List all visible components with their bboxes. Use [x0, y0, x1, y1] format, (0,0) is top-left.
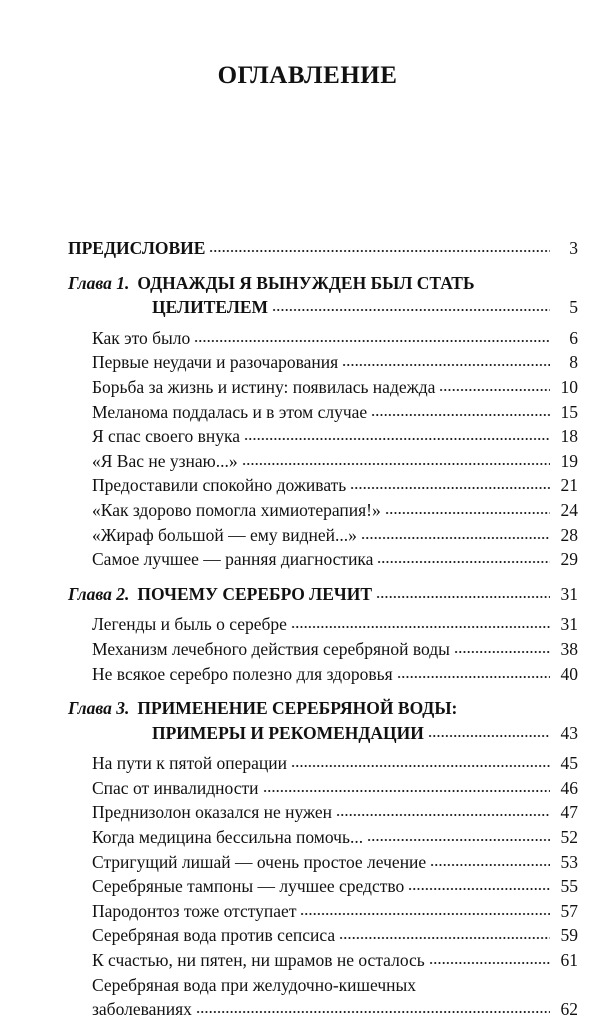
- toc-item-text: «Жираф большой — ему видней...»: [92, 524, 357, 545]
- toc-item-text: К счастью, ни пятен, ни шрамов не осталось: [92, 950, 425, 971]
- leader-dots: [263, 788, 550, 794]
- leader-dots: [196, 1009, 550, 1015]
- leader-dots: [454, 649, 550, 655]
- page-number: 46: [560, 777, 578, 798]
- leader-dots: [408, 886, 550, 892]
- page-number: 40: [560, 663, 578, 684]
- page-number: 38: [560, 638, 578, 659]
- leader-dots: [300, 911, 550, 917]
- toc-item[interactable]: [68, 948, 578, 973]
- leader-dots: [291, 624, 550, 630]
- toc-item[interactable]: [68, 800, 578, 825]
- table-of-contents: [68, 236, 578, 1022]
- toc-item[interactable]: [68, 850, 578, 875]
- chapter-title-line1: ПРИМЕНЕНИЕ СЕРЕБРЯНОЙ ВОДЫ:: [137, 698, 458, 719]
- leader-dots: [385, 510, 550, 516]
- page-number: 53: [560, 851, 578, 872]
- page-title: ОГЛАВЛЕНИЕ: [217, 62, 398, 89]
- page-number: 15: [560, 401, 578, 422]
- toc-item[interactable]: [68, 923, 578, 948]
- page-number: 62: [560, 999, 578, 1020]
- toc-item[interactable]: [68, 997, 578, 1022]
- leader-dots: [429, 960, 550, 966]
- chapter-label: Глава 3.: [68, 698, 130, 719]
- page-number: 19: [560, 450, 578, 471]
- chapter-label: Глава 1.: [68, 272, 130, 293]
- toc-item[interactable]: [68, 612, 578, 637]
- leader-dots: [428, 733, 550, 739]
- leader-dots: [371, 412, 550, 418]
- toc-item[interactable]: [68, 547, 578, 572]
- toc-item[interactable]: [68, 473, 578, 498]
- chapter-label: Глава 2.: [68, 583, 130, 604]
- page-number: 28: [560, 524, 578, 545]
- page-number: 47: [560, 802, 578, 823]
- page-number: 29: [560, 549, 578, 570]
- leader-dots: [439, 387, 550, 393]
- page-number: 59: [560, 925, 578, 946]
- leader-dots: [272, 307, 550, 313]
- toc-item-text: Серебряные тампоны — лучшее средство: [92, 876, 405, 897]
- page-number: 57: [560, 900, 578, 921]
- leader-dots: [242, 461, 550, 467]
- page-number: 6: [569, 327, 578, 348]
- leader-dots: [377, 559, 550, 565]
- leader-dots: [244, 436, 550, 442]
- toc-item-text-line2: заболеваниях: [92, 999, 192, 1020]
- toc-item-text: Борьба за жизнь и истину: появилась надежда: [92, 376, 436, 397]
- toc-item[interactable]: [68, 662, 578, 687]
- toc-item-text: Когда медицина бессильна помочь...: [92, 827, 364, 848]
- chapter-heading-end[interactable]: [68, 721, 578, 746]
- toc-item-text: Спас от инвалидности: [92, 777, 259, 798]
- leader-dots: [291, 763, 550, 769]
- toc-item[interactable]: [68, 776, 578, 801]
- leader-dots: [430, 862, 550, 868]
- page-number: 45: [560, 753, 578, 774]
- chapter-title-line1: ПОЧЕМУ СЕРЕБРО ЛЕЧИТ: [137, 583, 373, 604]
- chapter-heading[interactable]: [68, 271, 578, 296]
- preface-label: ПРЕДИСЛОВИЕ: [68, 238, 206, 258]
- toc-item-text: Серебряная вода против сепсиса: [92, 925, 336, 946]
- toc-item-text: Меланома поддалась и в этом случае: [92, 401, 368, 422]
- leader-dots: [376, 594, 550, 600]
- toc-item[interactable]: [68, 899, 578, 924]
- toc-item-text: Я спас своего внука: [92, 426, 240, 447]
- toc-item-text: На пути к пятой операции: [92, 753, 287, 774]
- toc-preface[interactable]: [68, 236, 578, 261]
- toc-item-text: Не всякое серебро полезно для здоровья: [92, 663, 393, 684]
- toc-item-text: «Я Вас не узнаю...»: [92, 450, 238, 471]
- leader-dots: [336, 812, 550, 818]
- leader-dots: [367, 837, 550, 843]
- toc-item-text: Пародонтоз тоже отступает: [92, 900, 297, 921]
- toc-item[interactable]: [68, 449, 578, 474]
- toc-item[interactable]: [68, 498, 578, 523]
- leader-dots: [350, 485, 550, 491]
- page-number: 31: [560, 614, 578, 635]
- toc-item-text: Преднизолон оказался не нужен: [92, 802, 333, 823]
- leader-dots: [194, 338, 550, 344]
- chapter-title-line2: ЦЕЛИТЕЛЕМ: [152, 297, 269, 318]
- leader-dots: [342, 362, 550, 368]
- toc-item[interactable]: [68, 637, 578, 662]
- page-number: 31: [560, 583, 578, 604]
- page-number: 21: [560, 475, 578, 496]
- chapter-title-line1: ОДНАЖДЫ Я ВЫНУЖДЕН БЫЛ СТАТЬ: [137, 272, 475, 293]
- chapter-heading[interactable]: [68, 582, 578, 607]
- toc-item-text-line1: Серебряная вода при желудочно-кишечных: [92, 974, 417, 995]
- toc-item-text: Стригущий лишай — очень простое лечение: [92, 851, 427, 872]
- toc-item[interactable]: [68, 874, 578, 899]
- leader-dots: [397, 674, 550, 680]
- page-number: 55: [560, 876, 578, 897]
- leader-dots: [339, 935, 550, 941]
- chapter-heading[interactable]: [68, 696, 578, 721]
- page-number: 3: [569, 238, 578, 258]
- toc-item[interactable]: [68, 825, 578, 850]
- toc-item[interactable]: [68, 375, 578, 400]
- toc-item[interactable]: [68, 973, 578, 998]
- page-number: 18: [560, 426, 578, 447]
- toc-item[interactable]: [68, 326, 578, 351]
- toc-item[interactable]: [68, 751, 578, 776]
- leader-dots: [209, 248, 550, 254]
- toc-item-text: Механизм лечебного действия серебряной воды: [92, 638, 450, 659]
- page-number: 24: [560, 499, 578, 520]
- toc-item[interactable]: [68, 523, 578, 548]
- page-number: 5: [569, 297, 578, 318]
- toc-item-text: Как это было: [92, 327, 191, 348]
- chapter-heading-end[interactable]: [68, 295, 578, 320]
- toc-item[interactable]: [68, 400, 578, 425]
- page-number: 52: [560, 827, 578, 848]
- toc-item-text: Легенды и быль о серебре: [92, 614, 287, 635]
- chapter-title-line2: ПРИМЕРЫ И РЕКОМЕНДАЦИИ: [152, 722, 424, 743]
- page-number: 8: [569, 352, 578, 373]
- leader-dots: [361, 535, 550, 541]
- toc-item-text: Первые неудачи и разочарования: [92, 352, 339, 373]
- toc-item-text: Самое лучшее — ранняя диагностика: [92, 549, 374, 570]
- toc-item[interactable]: [68, 424, 578, 449]
- toc-item[interactable]: [68, 350, 578, 375]
- toc-item-text: «Как здорово помогла химиотерапия!»: [92, 499, 381, 520]
- page-number: 10: [560, 376, 578, 397]
- toc-item-text: Предоставили спокойно доживать: [92, 475, 347, 496]
- page-number: 61: [560, 950, 578, 971]
- page-number: 43: [560, 722, 578, 743]
